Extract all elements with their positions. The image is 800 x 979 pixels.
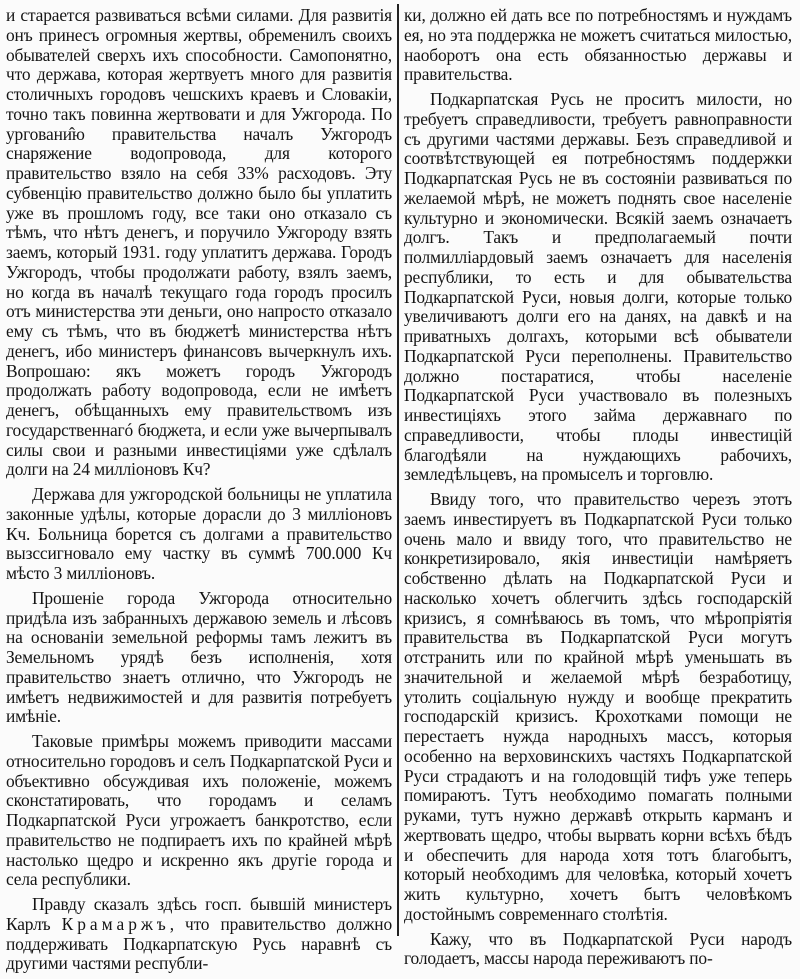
right-column	[404, 6, 792, 974]
paragraph: Кажу, что въ Подкарпатской Руси народъ голодаетъ, массы народа переживаютъ по-	[404, 928, 792, 969]
paragraph: Держава для ужгородской больницы не уплатила законные удѣлы, которые дорасли до 3 милліоновъ Кч. Больница борется съ долгами а правительство вызссигновало ему частку въ суммѣ 700.000 Кч мѣсто 3 милліоновъ.	[6, 484, 392, 583]
left-column	[6, 6, 392, 979]
paragraph-text: , что правительство должно поддерживать Подкарпатскую Русь наравнѣ съ другими частями республи-	[6, 913, 392, 974]
paragraph: Таковые примѣры можемъ приводити массами относительно городовъ и селъ Подкарпатской Руси и объективно обсуждивая ихъ положеніе, можемъ сконстатировать, что городамъ и селамъ Подкарпатской Руси угрожаетъ банкротство, если правительство не подпираетъ ихъ по крайней мѣрѣ настолько щедро и искренно якъ другіе города и села республики.	[6, 731, 392, 890]
spaced-name: Крамаржъ	[61, 913, 170, 934]
paragraph: и старается развиваться всѣми силами. Для развитія онъ принесъ огромныя жертвы, обременилъ своихъ обывателей сверхъ ихъ способности. Самопонятно, что держава, которая жертвуетъ много для развитія столичныхъ городовъ чешскихъ краевъ и Словакіи, точно такъ повинна жертвовати и для Ужгорода. По урговани̂ю правительства началъ Ужгородъ снаряжение водопровода, для которого правительство взяло на себя 33% расходовъ. Эту субвенцію правительство должно было бы уплатить уже въ прошломъ году, все таки оно отказало съ тѣмъ, что нѣтъ денегъ, и поручило Ужгороду взять заемъ, который 1931. году уплатитъ держава. Городъ Ужгородъ, чтобы продолжати работу, взялъ заемъ, но когда въ началѣ текущаго года городъ просилъ отъ министерства эти деньги, оно напросто отказало ему съ тѣмъ, что въ бюджетѣ министерства нѣтъ денегъ, ибо министеръ финансовъ вычеркнулъ ихъ. Вопрошаю: якъ можетъ городъ Ужгородъ продолжать работу водопровода, если не имѣетъ денегъ, обѣщанныхъ ему правительствомъ изъ государственнагó бюджета, и если уже вычерпывалъ силы свои и разными инвестиціями уже сдѣлалъ долги на 24 милліоновъ Кч?	[6, 5, 392, 480]
paragraph	[6, 895, 392, 974]
paragraph: Подкарпатская Русь не проситъ милости, но требуетъ справедливости, требуетъ равноправности съ другими частями державы. Безъ справедливой и соотвѣтствующей ея потребностямъ поддержки Подкарпатская Русь не въ состояніи развиваться по желаемой мѣрѣ, не можетъ поднять свое населеніе культурно и экономически. Всякій заемъ означаетъ долгъ. Такъ и предполагаемый почти полмилліардовый заемъ означаетъ для населенія республики, то есть и для обывательства Подкарпатской Руси, новыя долги, которые только увеличиваютъ долги его на данях, на давкѣ и на приватныхъ долгахъ, которыми всѣ обыватели Подкарпатской Руси переполнены. Правительство должно постаратися, чтобы населеніе Подкарпатской Руси участвовало въ полезныхъ инвестиціяхъ этого займа державнаго по справедливости, чтобы плоды инвестицій благодѣяли на нуждающихъ рабочихъ, земледѣльцевъ, на промыселъ и торговлю.	[404, 89, 792, 485]
paragraph: ки, должно ей дать все по потребностямъ и нуждамъ ея, но эта поддержка не можетъ считаться милостью, наоборотъ она есть обязанностью державы и правительства.	[404, 5, 792, 85]
paragraph: Прошеніе города Ужгорода относительно придѣла изъ забранныхъ державою земель и лѣсовъ на основаніи земельной реформы тамъ лежитъ въ Земельномъ урядѣ безъ исполненія, хотя правительство знаетъ отлично, что Ужгородъ не имѣетъ недвижимостей и для развитія потребуетъ имѣніе.	[6, 587, 392, 727]
paragraph-text: Правду сказалъ здѣсь госп. бывшій министеръ Карлъ	[6, 894, 392, 934]
column-divider	[397, 4, 399, 936]
paragraph: Ввиду того, что правительство черезъ этотъ заемъ инвестируетъ въ Подкарпатской Руси только очень мало и ввиду того, что правительство не конкретизировало, якія инвестиціи намѣряетъ собственно дѣлать на Подкарпатской Руси и насколько хочетъ облегчить здѣсь господарскій кризисъ, я сомнѣваюсь въ томъ, что мѣропріятія правительства въ Подкарпатской Руси могутъ отстранить или по крайной мѣрѣ уменьшать въ значительной и желаемой мѣрѣ безработицу, утолить соціальную нужду и вообще прекратить господарскій кризисъ. Крохотками помощи не перестаетъ нужда народныхъ массъ, которыя особенно на верховинскихъ частяхъ Подкарпатской Руси страдаютъ и на голодовщій тифъ уже теперь помираютъ. Тутъ необходимо помагать полными руками, тутъ нужно державѣ открыть карманъ и жертвовать щедро, чтобы вырвать корни всѣхъ бѣдъ и обеспечить для народа хотя тотъ благобытъ, который необходимъ для человѣка, который хочетъ жить культурно, хочетъ бытъ человѣкомъ достойнымъ современнаго столѣтія.	[404, 489, 792, 924]
